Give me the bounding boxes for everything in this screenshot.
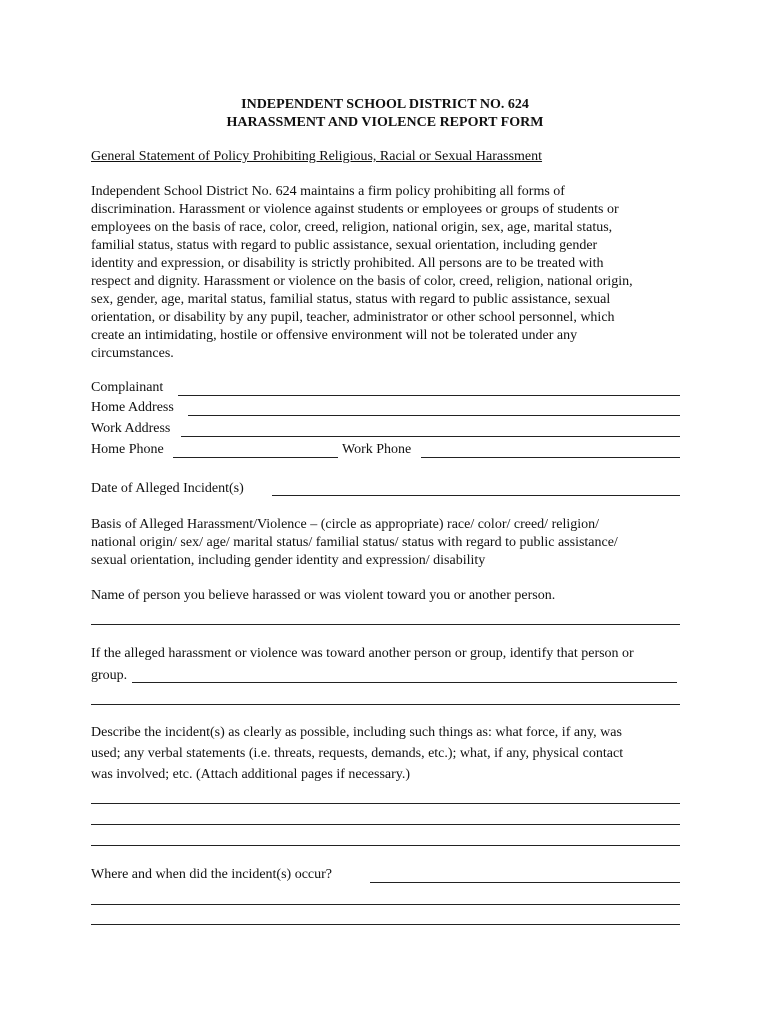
policy-line: respect and dignity. Harassment or violence on the basis of color, creed, religion, national origin, [91,274,633,289]
describe-field-line-1[interactable] [91,803,680,804]
complainant-field[interactable] [178,395,680,396]
form-title-report: HARASSMENT AND VIOLENCE REPORT FORM [226,115,544,130]
describe-line: was involved; etc. (Attach additional pages if necessary.) [91,767,411,782]
describe-line: used; any verbal statements (i.e. threats, requests, demands, etc.); what, if any, physical contact [91,746,624,761]
policy-line: familial status, status with regard to public assistance, sexual orientation, including gender [91,238,598,253]
where-when-field-line-3[interactable] [91,924,680,925]
other-person-field-extra[interactable] [91,704,680,705]
accused-person-field[interactable] [91,624,680,625]
describe-field-line-2[interactable] [91,824,680,825]
where-when-field[interactable] [370,882,680,883]
basis-line: national origin/ sex/ age/ marital status/ familial status/ status with regard to public assistance/ [91,535,618,550]
accused-person-question: Name of person you believe harassed or was violent toward you or another person. [91,588,556,603]
home-phone-field[interactable] [173,457,338,458]
basis-line: Basis of Alleged Harassment/Violence – (circle as appropriate) race/ color/ creed/ religion/ [91,517,600,532]
policy-heading: General Statement of Policy Prohibiting Religious, Racial or Sexual Harassment [91,149,543,164]
work-phone-label: Work Phone [342,442,412,457]
other-person-question: If the alleged harassment or violence was toward another person or group, identify that person or [91,646,634,661]
basis-line: sexual orientation, including gender identity and expression/ disability [91,553,486,568]
policy-line: orientation, or disability by any pupil, teacher, administrator or other school personnel, which [91,310,615,325]
policy-line: employees on the basis of race, color, creed, religion, national origin, sex, age, marital status, [91,220,613,235]
work-address-label: Work Address [91,421,171,436]
policy-line: discrimination. Harassment or violence against students or employees or groups of students or [91,202,619,217]
other-person-question-cont: group. [91,668,128,683]
policy-line: create an intimidating, hostile or offensive environment will not be tolerated under any [91,328,578,343]
policy-line: sex, gender, age, marital status, familial status, status with regard to public assistance, sexual [91,292,611,307]
home-phone-label: Home Phone [91,442,164,457]
form-title-district: INDEPENDENT SCHOOL DISTRICT NO. 624 [241,97,529,112]
policy-line: identity and expression, or disability is strictly prohibited. All persons are to be treated with [91,256,604,271]
home-address-label: Home Address [91,400,174,415]
describe-line: Describe the incident(s) as clearly as possible, including such things as: what force, if any, was [91,725,622,740]
complainant-label: Complainant [91,380,164,395]
incident-date-label: Date of Alleged Incident(s) [91,481,244,496]
describe-field-line-3[interactable] [91,845,680,846]
other-person-field[interactable] [132,682,677,683]
work-phone-field[interactable] [421,457,680,458]
policy-line: circumstances. [91,346,174,361]
work-address-field[interactable] [181,436,680,437]
incident-date-field[interactable] [272,495,680,496]
home-address-field[interactable] [188,415,680,416]
where-when-question: Where and when did the incident(s) occur? [91,867,333,882]
where-when-field-line-2[interactable] [91,904,680,905]
policy-line: Independent School District No. 624 maintains a firm policy prohibiting all forms of [91,184,565,199]
